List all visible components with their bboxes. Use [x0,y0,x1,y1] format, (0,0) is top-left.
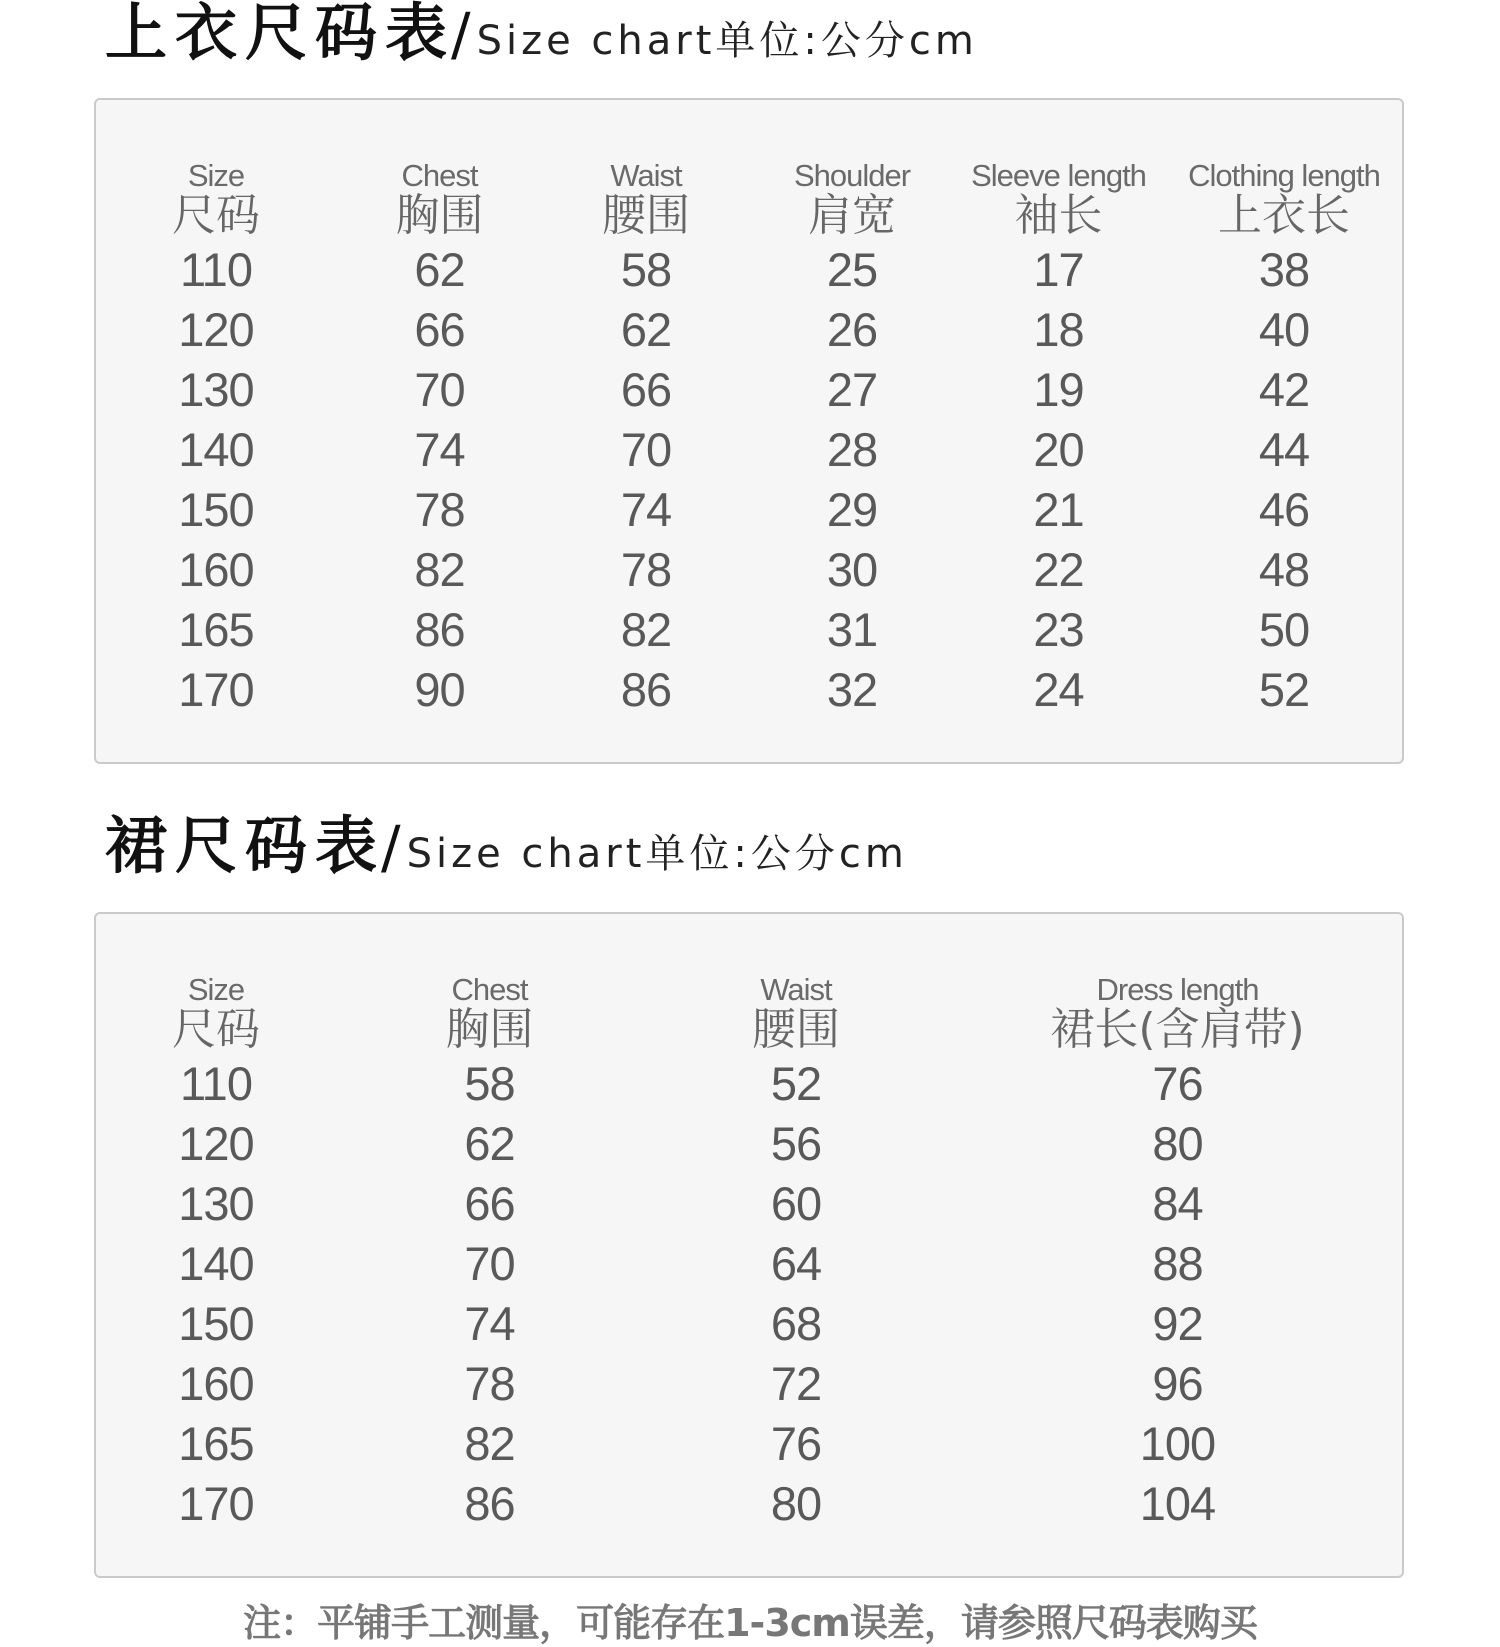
top-header-shoulder: Shoulder 肩宽 [793,158,911,241]
table-row [96,1414,1406,1474]
measurement-cell: 86 [620,663,672,716]
measurement-cell: 80 [1152,1117,1203,1170]
size-cell: 150 [178,1297,254,1350]
measurement-cell: 78 [414,483,465,536]
measurement-cell: 74 [620,483,672,536]
measurement-cell: 104 [1139,1477,1216,1530]
measurement-cell: 70 [464,1237,515,1290]
size-cell: 120 [178,1117,254,1170]
top-size-table [96,160,1406,720]
measurement-cell: 82 [464,1417,515,1470]
skirt-header-size: Size 尺码 [172,972,260,1055]
measurement-cell: 31 [826,603,878,656]
top-header-clothing-length: Clothing length 上衣长 [1188,158,1380,241]
measurement-cell: 70 [620,423,672,476]
measurement-cell: 70 [414,363,465,416]
table-row [96,1054,1406,1114]
measurement-cell: 19 [1033,363,1084,416]
table-row [96,1174,1406,1234]
measurement-cell: 21 [1033,483,1084,536]
measurement-cell: 62 [620,303,672,356]
measurement-cell: 100 [1139,1417,1216,1470]
top-table-body [96,240,1406,720]
table-row [96,420,1406,480]
skirt-header-chest: Chest 胸围 [445,972,534,1055]
measurement-cell: 58 [620,243,672,296]
top-header-chest: Chest 胸围 [395,158,484,241]
table-row [96,1114,1406,1174]
size-cell: 130 [178,363,254,416]
top-title-slash: / [451,0,471,68]
measurement-cell: 22 [1033,543,1084,596]
table-row [96,360,1406,420]
size-cell: 110 [180,243,252,296]
measurement-cell: 30 [826,543,878,596]
measurement-cell: 46 [1258,483,1310,536]
measurement-cell: 66 [620,363,672,416]
table-row [96,480,1406,540]
measurement-cell: 48 [1258,543,1310,596]
top-size-chart-title [105,0,978,69]
measurement-cell: 56 [770,1117,822,1170]
top-title-cn: 上衣尺码表 [105,0,456,69]
skirt-header-dress-length: Dress length 裙长(含肩带) [1050,972,1305,1055]
measurement-cell: 78 [620,543,672,596]
measurement-cell: 62 [414,243,465,296]
measurement-cell: 68 [770,1297,822,1350]
measurement-cell: 17 [1033,243,1084,296]
table-row [96,540,1406,600]
size-cell: 130 [178,1177,254,1230]
measurement-cell: 82 [414,543,465,596]
skirt-table-body [96,1054,1406,1534]
measurement-cell: 80 [770,1477,822,1530]
measurement-cell: 50 [1258,603,1310,656]
size-cell: 165 [178,1417,254,1470]
measurement-cell: 86 [464,1477,515,1530]
measurement-cell: 27 [826,363,878,416]
skirt-title-subtitle: Size chart单位:公分cm [406,831,908,877]
measurement-cell: 42 [1258,363,1310,416]
size-cell: 140 [178,423,254,476]
table-row [96,600,1406,660]
table-row [96,1234,1406,1294]
measurement-cell: 60 [770,1177,822,1230]
measurement-cell: 76 [1152,1057,1203,1110]
measurement-cell: 88 [1152,1237,1203,1290]
top-size-table-panel [94,98,1404,764]
skirt-size-table-panel [94,912,1404,1578]
measurement-cell: 76 [770,1417,822,1470]
measurement-cell: 38 [1258,243,1310,296]
measurement-cell: 44 [1258,423,1310,476]
measurement-cell: 96 [1152,1357,1203,1410]
size-cell: 160 [178,543,254,596]
measurement-cell: 64 [770,1237,822,1290]
table-row [96,300,1406,360]
measurement-cell: 62 [464,1117,515,1170]
measurement-cell: 74 [414,423,465,476]
measurement-cell: 29 [826,483,878,536]
measurement-cell: 58 [464,1057,515,1110]
measurement-cell: 26 [826,303,878,356]
measurement-cell: 78 [464,1357,515,1410]
size-cell: 170 [178,1477,254,1530]
skirt-size-chart-title [105,809,908,882]
skirt-size-table [96,974,1406,1534]
top-header-sleeve-length: Sleeve length 袖长 [971,158,1146,241]
measurement-cell: 28 [826,423,878,476]
measurement-cell: 24 [1033,663,1084,716]
measurement-cell: 52 [770,1057,822,1110]
measurement-cell: 82 [620,603,672,656]
table-row [96,240,1406,300]
table-row [96,1354,1406,1414]
top-title-subtitle: Size chart单位:公分cm [476,18,978,64]
table-row [96,660,1406,720]
table-row [96,1294,1406,1354]
measurement-cell: 52 [1258,663,1310,716]
measurement-cell: 72 [770,1357,822,1410]
measurement-cell: 74 [464,1297,515,1350]
measurement-cell: 92 [1152,1297,1203,1350]
size-cell: 110 [180,1057,252,1110]
top-table-header-row [96,160,1406,240]
measurement-cell: 18 [1033,303,1084,356]
measurement-cell: 90 [414,663,465,716]
table-row [96,1474,1406,1534]
size-cell: 120 [178,303,254,356]
measurement-cell: 84 [1152,1177,1203,1230]
measurement-cell: 40 [1258,303,1310,356]
skirt-title-slash: / [381,813,401,881]
measurement-cell: 66 [414,303,465,356]
measurement-note: 注：平铺手工测量，可能存在1-3cm误差，请参照尺码表购买 [243,1601,1257,1645]
size-cell: 140 [178,1237,254,1290]
skirt-header-waist: Waist 腰围 [752,972,840,1055]
skirt-table-header-row [96,974,1406,1054]
measurement-cell: 66 [464,1177,515,1230]
measurement-cell: 86 [414,603,465,656]
size-cell: 170 [178,663,254,716]
top-header-waist: Waist 腰围 [602,158,690,241]
size-cell: 165 [178,603,254,656]
measurement-cell: 25 [826,243,878,296]
size-cell: 150 [178,483,254,536]
size-cell: 160 [178,1357,254,1410]
skirt-title-cn: 裙尺码表 [105,809,386,882]
measurement-cell: 23 [1033,603,1084,656]
measurement-cell: 20 [1033,423,1084,476]
top-header-size: Size 尺码 [172,158,260,241]
measurement-cell: 32 [826,663,878,716]
